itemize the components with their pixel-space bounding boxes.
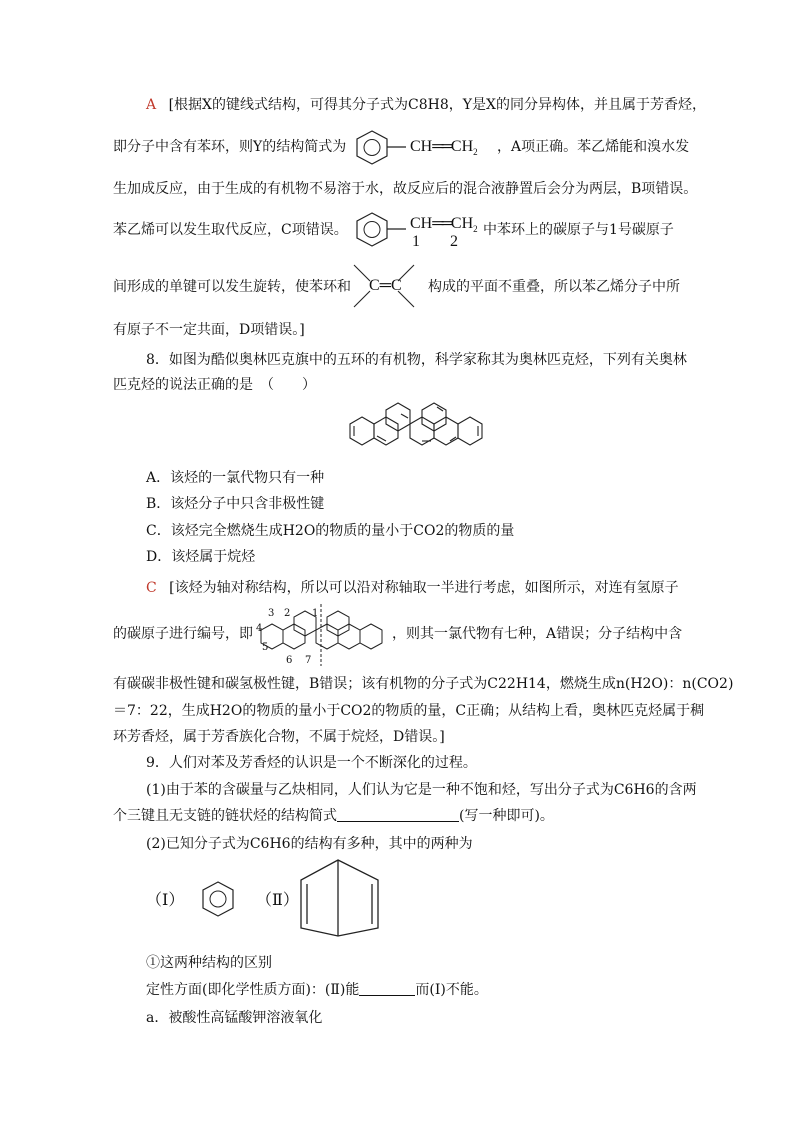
answer7-line5a: 间形成的单键可以发生旋转，使苯环和 [113,279,351,295]
answer8-line2b: ，则其一氯代物有七种，A错误；分子结构中含 [392,626,683,642]
answer7-line6: 有原子不一定共面，D项错误。] [113,322,305,338]
number-label-2: 2 [284,608,291,619]
q9-option-a: a．被酸性高锰酸钾溶液氧化 [146,1010,323,1026]
olympicene-numbered-structure [258,604,388,668]
number-label-5: 5 [262,642,269,653]
benzene-structure [200,880,240,920]
answer7-line1: A [根据X的键线式结构，可得其分子式为C8H8，Y是X的同分异构体，并且属于芳香烃， [146,97,706,113]
answer8-line1: C [该烃为轴对称结构，所以可以沿对称轴取一半进行考虑，如图所示，对连有氢原子 [146,580,679,596]
answer8-line4: ＝7：22，生成H2O的物质的量小于CO2的物质的量，C正确；从结构上看，奥林匹克烃属于稠 [113,703,705,719]
answer7-line4a: 苯乙烯可以发生取代反应，C项错误。 [113,222,348,238]
q9-part1-line2: 个三键且无支链的链状烃的结构简式 (写一种即可)。 [113,808,554,824]
structure-label-ii: （Ⅱ） [256,890,299,909]
number-label-6: 6 [286,655,293,666]
answer8-line5: 环芳香烃，属于芳香族化合物，不属于烷烃，D错误。] [113,729,445,745]
styrene-formula-2: $CH══CH_2$ [410,215,478,234]
dewar-benzene-structure [296,858,386,938]
answer8-line3: 有碳碳非极性键和碳氢极性键，B错误；该有机物的分子式为C22H14，燃烧生成n(H2O)：n(CO2) [113,676,734,692]
q9-part2-sub1: ①这两种结构的区别 [146,955,272,971]
answer7-letter: A [146,97,157,113]
cc-label: C═C [369,277,402,294]
number-label-3: 3 [268,608,275,619]
q8-option-d: D．该烃属于烷烃 [146,549,256,565]
q8-option-a: A．该烃的一氯代物只有一种 [146,470,325,486]
styrene-formula-1: $CH══CH_2$ [410,138,478,157]
answer7-line2a: 即分子中含有苯环，则Y的结构简式为 [113,139,347,155]
q9-stem: 9．人们对苯及芳香烃的认识是一个不断深化的过程。 [146,755,477,771]
answer8-letter: C [146,580,157,596]
answer8-line2a: 的碳原子进行编号，即 [113,626,253,642]
q8-stem2: 匹克烃的说法正确的是 （ ） [113,377,316,393]
number-label-7: 7 [305,655,312,666]
q9-part2: (2)已知分子式为C6H6的结构有多种，其中的两种为 [146,836,473,852]
number-label-1: 1 [312,608,319,619]
number-label-4: 4 [256,623,263,634]
answer7-line2b: ，A项正确。苯乙烯能和溴水发 [497,139,690,155]
answer7-line4b: 中苯环上的碳原子与1号碳原子 [483,222,674,238]
answer-blank-1[interactable] [337,806,459,822]
q9-part1-line1: (1)由于苯的含碳量与乙炔相同，人们认为它是一种不饱和烃，写出分子式为C6H6的含两 [146,782,697,798]
olympicene-structure [346,398,496,458]
q8-option-c: C．该烃完全燃烧生成H2O的物质的量小于CO2的物质的量 [146,523,515,539]
q9-part2-sub1-line: 定性方面(即化学性质方面)：(Ⅱ)能 而(Ⅰ)不能。 [146,982,488,998]
answer-blank-2[interactable] [359,980,415,996]
q8-stem1: 8．如图为酷似奥林匹克旗中的五环的有机物，科学家称其为奥林匹克烃，下列有关奥林 [146,352,687,368]
q8-option-b: B．该烃分子中只含非极性键 [146,496,325,512]
structure-label-i: （Ⅰ） [146,890,185,909]
carbon-number-2: 2 [450,233,458,250]
carbon-number-1: 1 [412,233,420,250]
answer7-line5b: 构成的平面不重叠，所以苯乙烯分子中所 [428,279,680,295]
answer7-line3: 生加成反应，由于生成的有机物不易溶于水，故反应后的混合液静置后会分为两层，B项错误。 [113,181,698,197]
